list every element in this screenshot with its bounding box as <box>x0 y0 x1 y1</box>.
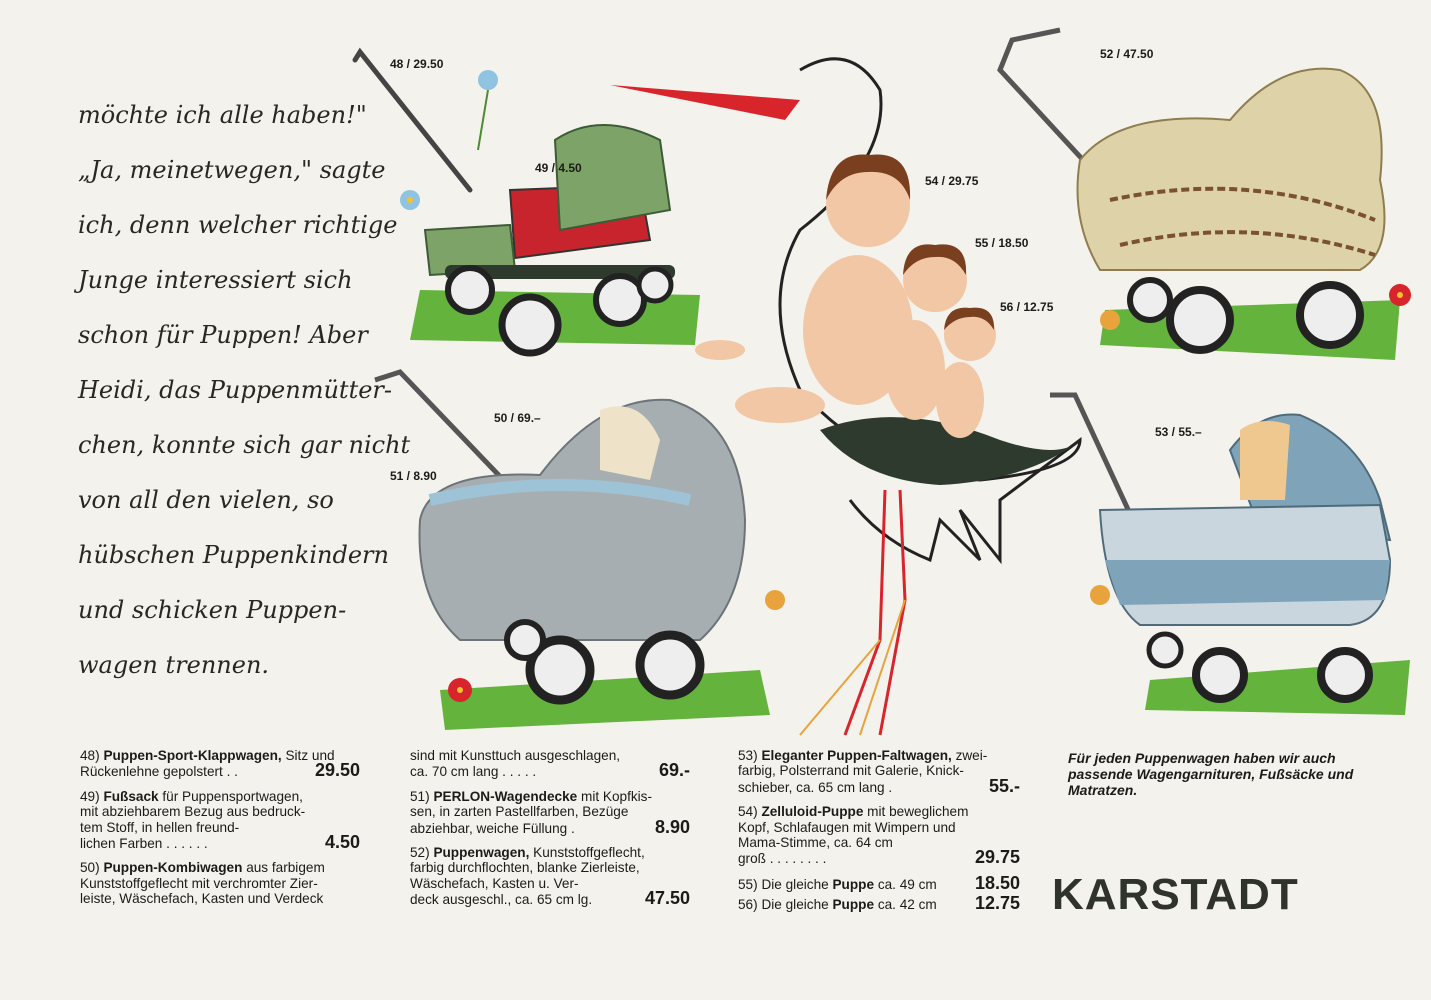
doll-small <box>936 308 996 438</box>
entry-price: 4.50 <box>324 832 360 853</box>
catalog-entry-53 <box>738 748 1020 795</box>
item-label-55: 55 / 18.50 <box>975 236 1029 250</box>
accessories-note: Für jeden Puppenwagen haben wir auch passende Wagengarnituren, Fußsäcke und Matratzen. <box>1068 750 1354 798</box>
entry-text: abziehbar, weiche Füllung . <box>410 820 575 836</box>
catalog-entry-51 <box>410 789 690 836</box>
catalog-entry-50 <box>80 860 360 906</box>
entry-text: zwei- <box>955 748 988 763</box>
entry-text: ca. 42 cm <box>877 897 937 913</box>
entry-price: 69.- <box>658 760 690 781</box>
entry-text: Kunststoffgeflecht mit verchromter Zier- <box>80 875 318 891</box>
item-label-50: 50 / 69.– <box>494 411 541 425</box>
entry-price: 8.90 <box>654 816 690 837</box>
catalog-column-3 <box>738 748 1020 922</box>
catalog-entry-49 <box>80 789 360 852</box>
story-line: ich, denn welcher richtige <box>78 211 398 239</box>
entry-text: farbig, Polsterrand mit Galerie, Knick- <box>738 763 964 779</box>
catalog-entry-55 <box>738 872 1020 893</box>
entry-price: 12.75 <box>974 893 1020 914</box>
flower-icon <box>1090 585 1110 605</box>
entry-name: Puppe <box>832 897 875 913</box>
story-line: chen, konnte sich gar nicht <box>78 431 411 459</box>
story-line: „Ja, meinetwegen," sagte <box>78 156 386 184</box>
entry-number: 55) <box>738 876 758 892</box>
sport-stroller-illustration <box>355 52 700 353</box>
flower-icon <box>765 590 785 610</box>
entry-number: 56) <box>738 897 758 913</box>
story-line: von all den vielen, so <box>78 486 334 514</box>
entry-text: sen, in zarten Pastellfarben, Bezüge <box>410 804 629 820</box>
flower-icon <box>400 190 420 210</box>
entry-price: 47.50 <box>644 888 690 909</box>
entry-number: 52) <box>410 845 430 861</box>
entry-text: tem Stoff, in hellen freund- <box>80 819 240 835</box>
grass-patch <box>440 670 770 730</box>
story-line: schon für Puppen! Aber <box>78 321 368 349</box>
story-line: möchte ich alle haben!" <box>78 101 367 129</box>
flower-icon <box>448 678 472 702</box>
entry-text: mit Kopfkis- <box>581 788 653 804</box>
catalog-entry-48 <box>80 748 360 780</box>
story-line: Junge interessiert sich <box>78 266 353 294</box>
entry-text: sind mit Kunsttuch ausgeschlagen, <box>410 748 621 763</box>
entry-text: für Puppensportwagen, <box>162 788 303 804</box>
item-label-49: 49 / 4.50 <box>535 161 582 175</box>
stork-beak <box>610 85 800 120</box>
catalog-column-2 <box>410 748 690 917</box>
doll-large <box>695 155 913 423</box>
entry-text: lichen Farben . . . . . . <box>80 836 208 852</box>
entry-text: farbig durchflochten, blanke Zierleiste, <box>410 860 640 876</box>
flower-icon <box>1389 284 1411 306</box>
story-line: und schicken Puppen- <box>78 596 347 624</box>
entry-text: Rückenlehne gepolstert . . <box>80 764 238 780</box>
entry-name: Fußsack <box>103 788 159 804</box>
entry-price: 29.50 <box>314 760 360 781</box>
entry-text: Kunststoffgeflecht, <box>533 845 645 861</box>
story-line: wagen trennen. <box>78 651 270 679</box>
entry-price: 29.75 <box>974 847 1020 868</box>
entry-text: aus farbigem <box>246 860 325 876</box>
entry-text: deck ausgeschl., ca. 65 cm lg. <box>410 892 593 908</box>
entry-number: 53) <box>738 748 758 763</box>
item-label-51: 51 / 8.90 <box>390 469 437 483</box>
entry-number: 48) <box>80 748 100 763</box>
item-label-48: 48 / 29.50 <box>390 57 444 71</box>
entry-name: Puppen-Sport-Klappwagen, <box>103 748 282 763</box>
wicker-pram-beige-illustration <box>1000 30 1411 360</box>
catalog-entry-54 <box>738 804 1020 867</box>
entry-number: 51) <box>410 788 430 804</box>
entry-number: 50) <box>80 860 100 876</box>
flower-icon <box>1100 310 1120 330</box>
folding-pram-blue-illustration <box>1050 395 1410 715</box>
catalog-column-1 <box>80 748 360 916</box>
entry-text: Die gleiche <box>761 897 829 913</box>
entry-text: mit beweglichem <box>867 804 969 820</box>
wicker-pram-grey-illustration <box>375 372 785 730</box>
entry-text: mit abziehbarem Bezug aus bedruck- <box>80 804 306 820</box>
entry-price: 18.50 <box>974 872 1020 893</box>
brand-logo: KARSTADT <box>1052 870 1299 919</box>
entry-text: Sitz und <box>285 748 335 763</box>
entry-text: Die gleiche <box>761 876 829 892</box>
entry-number: 54) <box>738 804 758 820</box>
entry-name: PERLON-Wagendecke <box>433 788 578 804</box>
flower-icon <box>478 70 498 150</box>
entry-text: Mama-Stimme, ca. 64 cm <box>738 835 893 851</box>
entry-text: Wäschefach, Kasten u. Ver- <box>410 875 579 891</box>
entry-name: Puppe <box>832 876 875 892</box>
entry-text: groß . . . . . . . . <box>738 851 827 867</box>
story-line: Heidi, das Puppenmütter- <box>78 376 393 404</box>
entry-number: 49) <box>80 788 100 804</box>
item-label-52: 52 / 47.50 <box>1100 47 1154 61</box>
item-label-54: 54 / 29.75 <box>925 174 979 188</box>
item-label-56: 56 / 12.75 <box>1000 300 1054 314</box>
entry-name: Eleganter Puppen-Faltwagen, <box>761 748 952 763</box>
entry-text: Kopf, Schlafaugen mit Wimpern und <box>738 819 956 835</box>
entry-price: 55.- <box>988 775 1020 796</box>
entry-text: leiste, Wäschefach, Kasten und Verdeck <box>80 891 324 907</box>
entry-name: Puppen-Kombiwagen <box>103 860 243 876</box>
catalog-entry-52 <box>410 845 690 908</box>
entry-name: Puppenwagen, <box>433 845 530 861</box>
story-line: hübschen Puppenkindern <box>78 541 389 569</box>
item-label-53: 53 / 55.– <box>1155 425 1202 439</box>
catalog-entry-56 <box>738 893 1020 914</box>
entry-text: ca. 49 cm <box>877 876 937 892</box>
catalog-entry-50-continued <box>410 748 690 780</box>
entry-text: schieber, ca. 65 cm lang . <box>738 779 893 795</box>
entry-name: Zelluloid-Puppe <box>761 804 864 820</box>
story-text <box>78 88 411 693</box>
entry-text: ca. 70 cm lang . . . . . <box>410 764 537 780</box>
